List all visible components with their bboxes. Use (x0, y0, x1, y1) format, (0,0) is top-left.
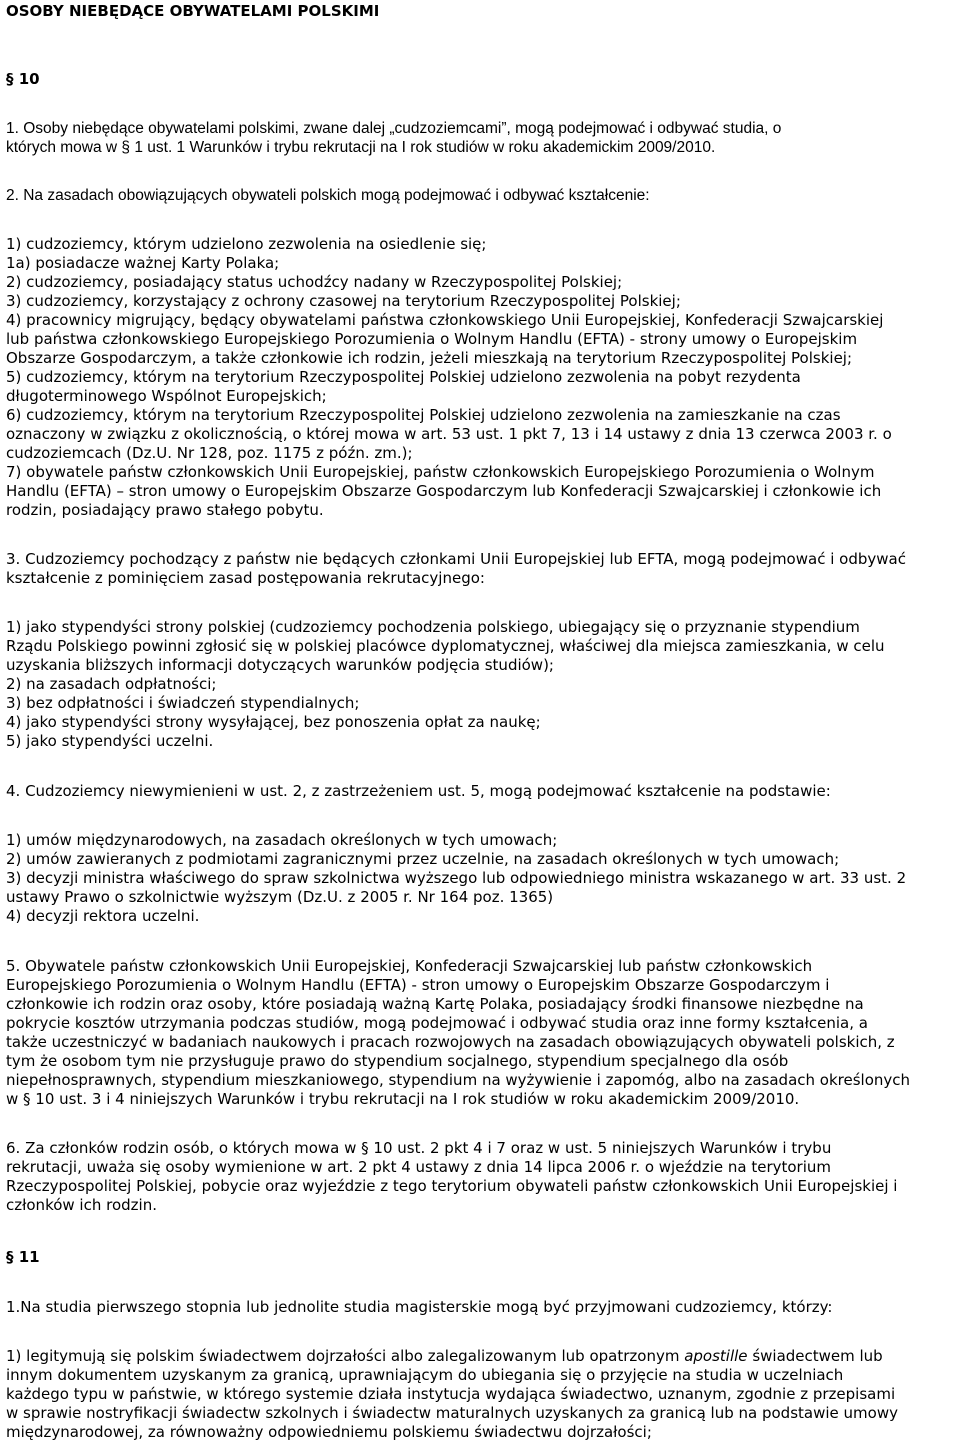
section-heading-11: § 11 (6, 1248, 40, 1266)
list-item: lub państwa członkowskiego Europejskiego Porozumienia o Wolnym Handlu (EFTA) - strony umowy o Europejskim (6, 330, 858, 348)
list-item: 3) cudzoziemcy, korzystający z ochrony czasowej na terytorium Rzeczypospolitej Polskiej; (6, 292, 681, 310)
paragraph-1-line-2: których mowa w § 1 ust. 1 Warunków i trybu rekrutacji na I rok studiów w roku akademickim 2009/2010. (6, 139, 716, 156)
paragraph-3-intro-line-1: 3. Cudzoziemcy pochodzący z państw nie będących członkami Unii Europejskiej lub EFTA, mogą podejmować i odbywać (6, 550, 906, 568)
list-item-continuation: międzynarodowej, za równoważny odpowiedniemu polskiemu świadectwu dojrzałości; (6, 1423, 652, 1441)
list-item: 4) pracownicy migrujący, będący obywatelami państwa członkowskiego Unii Europejskiej, Konfederacji Szwajcarskiej (6, 311, 884, 329)
list-item: Obszarze Gospodarczym, a także członkowie ich rodzin, jeżeli mieszkają na terytorium Rzeczypospolitej Polskiej; (6, 349, 853, 367)
list-item: 2) cudzoziemcy, posiadający status uchodźcy nadany w Rzeczypospolitej Polskiej; (6, 273, 623, 291)
paragraph-5-line-4: pokrycie kosztów utrzymania podczas studiów, mogą podejmować i odbywać studia oraz inne formy kształcenia, a (6, 1014, 868, 1032)
list-item: rodzin, posiadający prawo stałego pobytu. (6, 501, 324, 519)
list-item: Rządu Polskiego powinni zgłosić się w polskiej placówce dyplomatycznej, właściwej dla miejsca zamieszkania, w celu (6, 637, 885, 655)
paragraph-5-line-2: Europejskiego Porozumienia o Wolnym Handlu (EFTA) - stron umowy o Europejskim Obszarze Gospodarczym i (6, 976, 830, 994)
list-item (6, 1347, 883, 1366)
list-item: ustawy Prawo o szkolnictwie wyższym (Dz.U. z 2005 r. Nr 164 poz. 1365) (6, 888, 554, 906)
list-item: 4) jako stypendyści strony wysyłającej, bez ponoszenia opłat za naukę; (6, 713, 541, 731)
paragraph-6-line-2: rekrutacji, uważa się osoby wymienione w art. 2 pkt 4 ustawy z dnia 14 lipca 2006 r. o wjeździe na terytorium (6, 1158, 831, 1176)
paragraph-3-intro-line-2: kształcenie z pominięciem zasad postępowania rekrutacyjnego: (6, 569, 485, 587)
list-item: 5) jako stypendyści uczelni. (6, 732, 214, 750)
list-item: 4) decyzji rektora uczelni. (6, 907, 200, 925)
list-item-continuation: każdego typu w państwie, w którego systemie działa instytucja wydająca świadectwo, uznanym, zgodnie z przepisami (6, 1385, 896, 1403)
paragraph-6-line-4: członków ich rodzin. (6, 1196, 157, 1214)
paragraph-2-intro: 2. Na zasadach obowiązujących obywateli polskich mogą podejmować i odbywać kształcenie: (6, 187, 650, 204)
list-item: Handlu (EFTA) – stron umowy o Europejskim Obszarze Gospodarczym lub Konfederacji Szwajcarskiej i członkowie ich (6, 482, 882, 500)
paragraph-11-1: 1.Na studia pierwszego stopnia lub jednolite studia magisterskie mogą być przyjmowani cudzoziemcy, którzy: (6, 1298, 833, 1316)
section-heading-10: § 10 (6, 70, 40, 88)
paragraph-6-line-1: 6. Za członków rodzin osób, o których mowa w § 10 ust. 2 pkt 4 i 7 oraz w ust. 5 niniejszych Warunków i trybu (6, 1139, 832, 1157)
paragraph-5-line-7: niepełnosprawnych, stypendium mieszkaniowego, stypendium na wyżywienie i zapomóg, albo na zasadach określonych (6, 1071, 911, 1089)
list-item: 3) decyzji ministra właściwego do spraw szkolnictwa wyższego lub odpowiedniego ministra wskazanego w art. 33 ust. 2 (6, 869, 907, 887)
paragraph-5-line-8: w § 10 ust. 3 i 4 niniejszych Warunków i trybu rekrutacji na I rok studiów w roku akademickim 2009/2010. (6, 1090, 800, 1108)
list-item: uzyskania bliższych informacji dotyczących warunków podjęcia studiów); (6, 656, 554, 674)
list-item: oznaczony w związku z okolicznością, o której mowa w art. 53 ust. 1 pkt 7, 13 i 14 ustawy z dnia 13 czerwca 2003 r. o (6, 425, 892, 443)
list-item: 7) obywatele państw członkowskich Unii Europejskiej, państw członkowskich Europejskiego Porozumienia o Wolnym (6, 463, 875, 481)
list-item: długoterminowego Wspólnot Europejskich; (6, 387, 327, 405)
list-item: 3) bez odpłatności i świadczeń stypendialnych; (6, 694, 360, 712)
list-item: 2) umów zawieranych z podmiotami zagranicznymi przez uczelnie, na zasadach określonych w tych umowach; (6, 850, 840, 868)
list-item: 1) jako stypendyści strony polskiej (cudzoziemcy pochodzenia polskiego, ubiegający się o przyznanie stypendium (6, 618, 860, 636)
paragraph-6-line-3: Rzeczypospolitej Polskiej, pobycie oraz wyjeździe z tego terytorium obywateli państw członkowskich Unii Europejskiej i (6, 1177, 898, 1195)
list-item: 1) cudzoziemcy, którym udzielono zezwolenia na osiedlenie się; (6, 235, 487, 253)
list-item: 1) umów międzynarodowych, na zasadach określonych w tych umowach; (6, 831, 558, 849)
paragraph-5-line-6: tym że osobom tym nie przysługuje prawo do stypendium socjalnego, stypendium specjalnego dla osób (6, 1052, 789, 1070)
list-item: 1a) posiadacze ważnej Karty Polaka; (6, 254, 280, 272)
page-title: OSOBY NIEBĘDĄCE OBYWATELAMI POLSKIMI (6, 2, 380, 20)
list-item: 5) cudzoziemcy, którym na terytorium Rzeczypospolitej Polskiej udzielono zezwolenia na pobyt rezydenta (6, 368, 801, 386)
list-item-italic-term: apostille (684, 1347, 748, 1365)
list-item-text: 1) legitymują się polskim świadectwem dojrzałości albo zalegalizowanym lub opatrzonym (6, 1347, 685, 1365)
list-item-continuation: innym dokumentem uzyskanym za granicą, uprawniającym do ubiegania się o przyjęcie na studia w uczelniach (6, 1366, 844, 1384)
list-item-continuation: w sprawie nostryfikacji świadectw szkolnych i świadectw maturalnych uzyskanych za granicą lub na podstawie umowy (6, 1404, 898, 1422)
paragraph-5-line-5: także uczestniczyć w badaniach naukowych i pracach rozwojowych na zasadach obowiązujących obywateli polskich, z (6, 1033, 895, 1051)
paragraph-1-line-1: 1. Osoby niebędące obywatelami polskimi, zwane dalej „cudzoziemcami”, mogą podejmować i odbywać studia, o (6, 120, 782, 137)
list-item: cudzoziemcach (Dz.U. Nr 128, poz. 1175 z późn. zm.); (6, 444, 413, 462)
paragraph-5-line-1: 5. Obywatele państw członkowskich Unii Europejskiej, Konfederacji Szwajcarskiej lub państw członkowskich (6, 957, 813, 975)
paragraph-5-line-3: członkowie ich rodzin oraz osoby, które posiadają ważną Kartę Polaka, posiadający środki finansowe niezbędne na (6, 995, 864, 1013)
list-item: 6) cudzoziemcy, którym na terytorium Rzeczypospolitej Polskiej udzielono zezwolenia na zamieszkanie na czas (6, 406, 841, 424)
list-item-text: świadectwem lub (747, 1347, 883, 1365)
paragraph-4-intro: 4. Cudzoziemcy niewymienieni w ust. 2, z zastrzeżeniem ust. 5, mogą podejmować kształcenie na podstawie: (6, 782, 831, 800)
list-item: 2) na zasadach odpłatności; (6, 675, 217, 693)
